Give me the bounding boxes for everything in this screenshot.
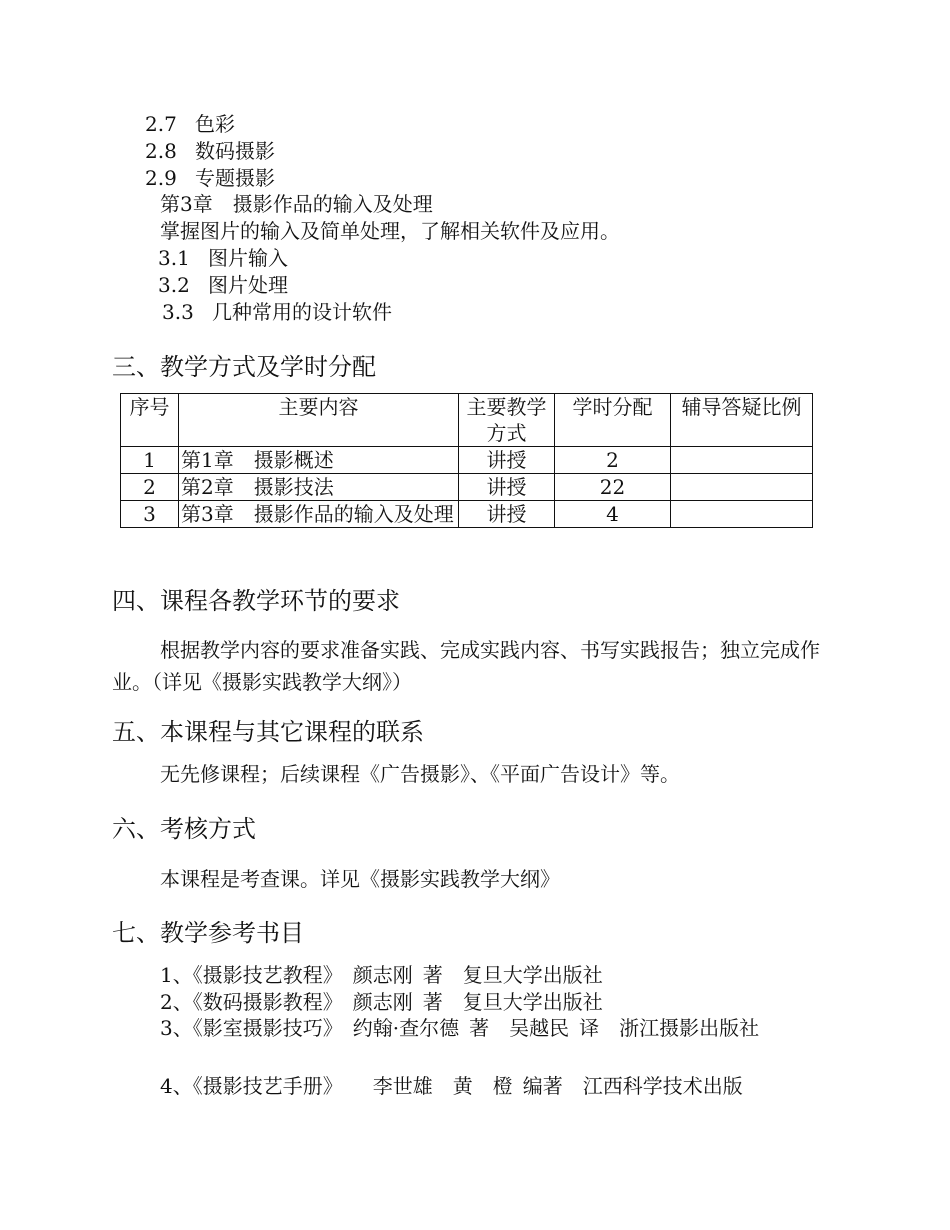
chapter3-heading: 第3章 摄影作品的输入及处理: [160, 192, 433, 216]
section-heading: 四、课程各教学环节的要求: [112, 587, 400, 615]
column-header: 辅导答疑比例: [671, 394, 813, 447]
item-title: 几种常用的设计软件: [212, 300, 392, 324]
item-number: 2.9: [145, 166, 177, 190]
cell-method: 讲授: [459, 474, 555, 501]
item-title: 色彩: [195, 112, 235, 136]
column-header: 学时分配: [555, 394, 671, 447]
table-row: [121, 474, 813, 501]
table-row: [121, 501, 813, 528]
reference-item: 3、《影室摄影技巧》 约翰·查尔德 著 吴越民 译 浙江摄影出版社: [160, 1016, 760, 1040]
cell-no: 2: [121, 474, 179, 501]
list-item: [158, 272, 288, 298]
cell-content: 第3章 摄影作品的输入及处理: [179, 501, 459, 528]
cell-method: 讲授: [459, 501, 555, 528]
cell-hours: 4: [555, 501, 671, 528]
cell-ratio: [671, 474, 813, 501]
item-number: 2.8: [145, 139, 177, 163]
reference-item: 1、《摄影技艺教程》 颜志刚 著 复旦大学出版社: [160, 963, 603, 987]
section-body: 本课程是考查课。详见《摄影实践教学大纲》: [160, 867, 560, 891]
column-header: 主要内容: [179, 394, 459, 447]
item-number: 3.3: [162, 300, 194, 324]
column-header: 序号: [121, 394, 179, 447]
reference-item: 4、《摄影技艺手册》 李世雄 黄 橙 编著 江西科学技术出版: [160, 1074, 743, 1098]
list-item: [158, 245, 288, 271]
cell-content: 第2章 摄影技法: [179, 474, 459, 501]
table-row: [121, 447, 813, 474]
table-header-row: [121, 394, 813, 447]
cell-ratio: [671, 501, 813, 528]
item-title: 专题摄影: [195, 166, 275, 190]
section-heading: 五、本课程与其它课程的联系: [112, 718, 424, 746]
section-body: 根据教学内容的要求准备实践、完成实践内容、书写实践报告；独立完成作业。（详见《摄影实践教学大纲》）: [112, 638, 820, 694]
cell-method: 讲授: [459, 447, 555, 474]
chapter3-goal: 掌握图片的输入及简单处理，了解相关软件及应用。: [160, 219, 620, 243]
cell-content: 第1章 摄影概述: [179, 447, 459, 474]
column-header: 主要教学方式: [459, 394, 555, 447]
list-item: [145, 165, 275, 191]
section-heading: 六、考核方式: [112, 815, 256, 843]
cell-hours: 22: [555, 474, 671, 501]
list-item: [145, 111, 235, 137]
item-number: 2.7: [145, 112, 177, 136]
reference-item: 2、《数码摄影教程》 颜志刚 著 复旦大学出版社: [160, 990, 603, 1014]
list-item: [162, 299, 392, 325]
cell-hours: 2: [555, 447, 671, 474]
item-title: 图片输入: [208, 246, 288, 270]
section-heading: 七、教学参考书目: [112, 919, 304, 947]
schedule-table: [120, 393, 813, 528]
cell-ratio: [671, 447, 813, 474]
section-body: 无先修课程；后续课程《广告摄影》、《平面广告设计》等。: [160, 762, 680, 786]
item-title: 图片处理: [208, 273, 288, 297]
cell-no: 1: [121, 447, 179, 474]
section-heading: 三、教学方式及学时分配: [112, 353, 376, 381]
cell-no: 3: [121, 501, 179, 528]
item-number: 3.2: [158, 273, 190, 297]
item-number: 3.1: [158, 246, 190, 270]
list-item: [145, 138, 275, 164]
item-title: 数码摄影: [195, 139, 275, 163]
